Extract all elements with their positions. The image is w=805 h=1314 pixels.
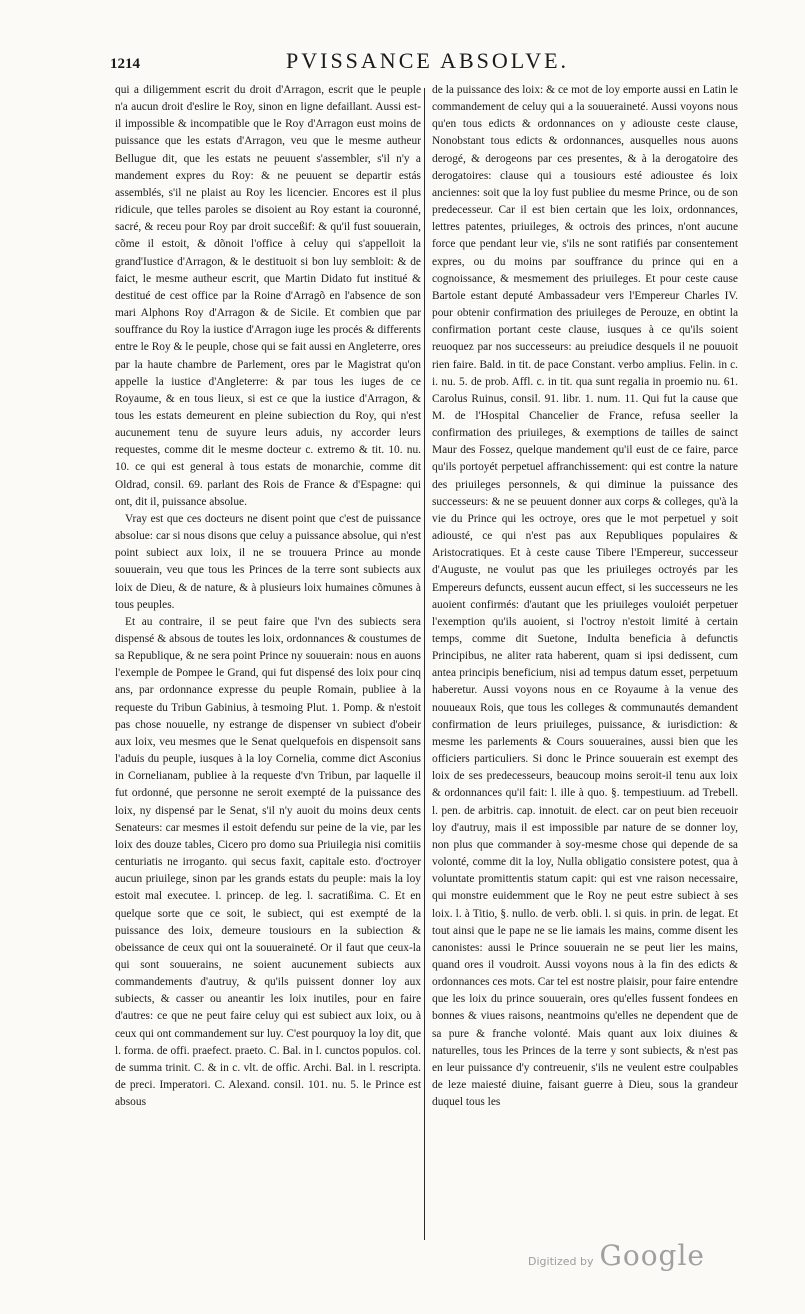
page-number: 1214 — [110, 56, 140, 72]
digitized-by-watermark — [528, 1239, 705, 1272]
right-paragraph-1: de la puissance des loix: & ce mot de loy emporte aussi en Latin le commandement de celuy qui a la souueraineté. Aussi voyons nous qu'en tous edicts & ordonnances on y adiouste ceste clause, Nonobstant tous edicts & ordonnances, ausquelles nous auons derogé, & derogeons par ces presentes, & à la derogatoire des derogatoires: clause qui a tousiours esté adioustee és loix anciennes: soit que la loy fust publiee du mesme Prince, ou de son predecesseur. Car il est bien certain que les loix, ordonnances, lettres patentes, priuileges, & octrois des princes, n'ont aucune force que pendant leur vie, s'ils ne sont ratifiés par consentement expres, ou du moins par souffrance du prince qui en a cognoissance, & mesmement des priuileges. Et pour ceste cause Bartole estant deputé Ambassadeur vers l'Empereur Charles IV. pour obtenir confirmation des priuileges de Perouze, en obtint la confirmation portant ceste clause, iusques à ce qu'ils soient reuoquez par nos successeurs: au preiudice desquels il ne pouuoit rien faire. Bald. in tit. de pace Constant. verbo amplius. Felin. in c. i. nu. 5. de prob. Affl. c. in tit. qua sunt regalia in proemio nu. 61. Carolus Ruinus, consil. 91. libr. 1. num. 11. Qui fut la cause que M. de l'Hospital Chancelier de France, refusa seeller la confirmation des priuileges, & exemptions de tailles de sainct Maur des Fossez, quelque mandement qu'il eust de ce faire, parce qu'ils portoyét perpetuel affranchissement: qui est contre la nature des priuileges personnels, & qui diminue la puissance des successeurs: & ne se peuuent donner aux corps & colleges, qu'à la vie du Prince qui les octroye, ores que le mot perpetuel y soit adiousté, ce qui n'est pas aux Republiques populaires & Aristocratiques. Et à ceste cause Tibere l'Empereur, successeur d'Auguste, ne voulut pas que les priuileges octroyés par les Empereurs defuncts, eussent aucun effect, si les successeurs ne les auoient confirmés: d'autant que les priuileges vouloiét perpetuer l'exemption qu'ils auoient, si l'octroy n'estoit limité à certain temps, comme dit Suetone, Indulta beneficia à defunctis Principibus, ne aliter rata haberent, quam si ipsi dedissent, cum antea principis beneficium, nisi ad tempus datum esset, perpetuum haberetur. Aussi voyons nous en ce Royaume à la venue des nouueaux Rois, que tous les colleges & communautés demandent confirmation de leurs priuileges, puissance, & iurisdiction: & mesme les parlements & Cours souueraines, aussi bien que les officiers particuliers. Si donc le Prince souuerain est exempt des loix de ses predecesseurs, beaucoup moins seroit-il tenu aux loix & ordonnances qu'il fait: l. ille à quo. §. tempestiuum. ad Trebell. l. pen. de arbitris. cap. innotuit. de elect. car on peut bien receuoir loy d'autruy, mais il est impossible par nature de se donner loy, non plus que commander à soy-mesme chose qui depende de sa volonté, comme dit la loy, Nulla obligatio consistere potest, qua à voluntate promittentis statum capit: qui est vne raison necessaire, qui monstre euidemment que le Roy ne peut estre subiect à ses loix. l. à Titio, §. nullo. de verb. obli. l. si quis. in prin. de legat. Et tout ainsi que le pape ne se lie iamais les mains, comme disent les canonistes: aussi le Prince souuerain ne se peut lier les mains, quand ores il voudroit. Aussi voyons nous à la fin des edicts & ordonnances ces mots. Car tel est nostre plaisir, pour faire entendre que les loix du prince souuerain, ores qu'elles fussent fondees en bonnes & viues raisons, neantmoins qu'elles ne dependent que de sa pure & franche volonté. Mais quant aux loix diuines & naturelles, tous les Princes de la terre y sont subiects, & n'est pas en leur puissance d'y contreuenir, s'ils ne veulent estre coulpables de leze maiesté diuine, faisant guerre à Dieu, sous la grandeur duquel tous les — [432, 84, 738, 1109]
left-column — [115, 82, 421, 1111]
watermark-prefix: Digitized by — [528, 1255, 594, 1268]
running-title: PVISSANCE ABSOLVE. — [286, 48, 570, 73]
google-logo: Google — [599, 1239, 705, 1272]
page-header — [110, 44, 740, 78]
left-paragraph-3: Et au contraire, il se peut faire que l'vn des subiects sera dispensé & absous de toutes les loix, ordonnances & coustumes de sa Republique, & ne sera point Prince ny souuerain: nous en auons l'exemple de Pompee le Grand, qui fut dispensé des loix pour cinq ans, par ordonnance expresse du peuple Romain, publiee à la requeste du Tribun Gabinius, à tesmoing Plut. 1. Pomp. & n'estoit pas chose nouuelle, ny estrange de dispenser vn subiect d'obeir aux loix, veu mesmes que le Senat quelquefois en dispensoit sans l'aduis du peuple, iusques à la loy Cornelia, comme dict Asconius in Cornelianam, publiee à la requeste d'vn Tribun, par laquelle il fut ordonné, que personne ne seroit exempté de la puissance des loix, ny dispensé par le Senat, s'il n'y auoit du moins deux cents Senateurs: car mesmes il estoit defendu sur peine de la vie, par les loix des douze tables, Cicero pro domo sua Priuilegia nisi comitiis centuriatis ne irroganto. qui secus faxit, capitale esto. d'octroyer aucun priuilege, sinon par les grands estats du peuple: mais la loy estoit mal executee. l. princep. de leg. l. sacratißima. C. Et en quelque sorte que ce soit, le subiect, qui est exempté de la puissance des loix, demeure tousiours en la subiection & obeissance de ceux qui ont la souueraineté. Or il faut que ceux-la qui sont souuerains, ne soient aucunement subiects aux commandements d'autruy, & qu'ils puissent donner loy aux subiects, & casser ou aneantir les loix inutiles, pour en faire d'autres: ce que ne peut faire celuy qui est subiect aux loix, ou à ceux qui ont commandement sur luy. C'est pourquoy la loy dit, que l. forma. de offi. praefect. praeto. C. Bal. in l. cunctos populos. col. de summa trinit. C. & in c. vlt. de offic. Archi. Bal. in l. rescripta. de preci. Imperatori. C. Alexand. consil. 101. nu. 5. le Prince est absous — [115, 615, 421, 1109]
left-paragraph-1: qui a diligemment escrit du droit d'Arragon, escrit que le peuple n'a aucun droit d'eslire le Roy, sinon en ligne defaillant. Aussi est-il impossible & incompatible que le Roy d'Arragon eust moins de puissance que les estats d'Arragon, veu que le mesme autheur Bellugue dit, que les estats ne peuuent s'assembler, s'il n'y a mandement expres du Roy: & ne peuuent se departir estás assemblés, s'il ne plaist au Roy les licencier. Encores est il plus ridicule, que telles paroles se disoient au Roy estant ia couronné, sacré, & receu pour Roy par droit succeßif: & qu'il fust souuerain, cõme il estoit, & dõnoit l'office à celuy qui s'appelloit la grand'Iustice d'Arragon, & le destituoit si bon luy sembloit: & de faict, le mesme autheur escrit, que Martin Didato fut institué & destitué de cest office par la Roine d'Arragõ en l'absence de son mari Alphons Roy d'Arragon & de Sicile. Et combien que par souffrance du Roy la iustice d'Arragon iuge les procés & differents entre le Roy & le peuple, chose qui se fait aussi en Angleterre, ores par la haute chambre de Parlement, ores par le Magistrat qu'on appelle la iustice d'Angleterre: & par tous les iuges de ce Royaume, & en tous lieux, si est ce que la iustice d'Arragon, & tous les estats demeurent en pleine subiection du Roy, qui n'est aucunement tenu de suyure leurs aduis, ny accorder leurs requestes, comme dit le mesme docteur c. extremo & tit. 10. nu. 10. ce qui est general à tous estats de monarchie, comme dit Oldrad, consil. 69. parlant des Rois de France & d'Espagne: qui ont, dit il, puissance absolue. — [115, 84, 421, 508]
right-column — [432, 82, 738, 1111]
left-paragraph-2: Vray est que ces docteurs ne disent point que c'est de puissance absolue: car si nous disons que celuy a puissance absolue, qui n'est point subiect aux loix, il ne se trouuera Prince au monde souuerain, veu que tous les Princes de la terre sont subiects aux loix de Dieu, & de nature, & à plusieurs loix humaines cõmunes à tous peuples. — [115, 512, 421, 611]
column-divider — [424, 88, 425, 1240]
